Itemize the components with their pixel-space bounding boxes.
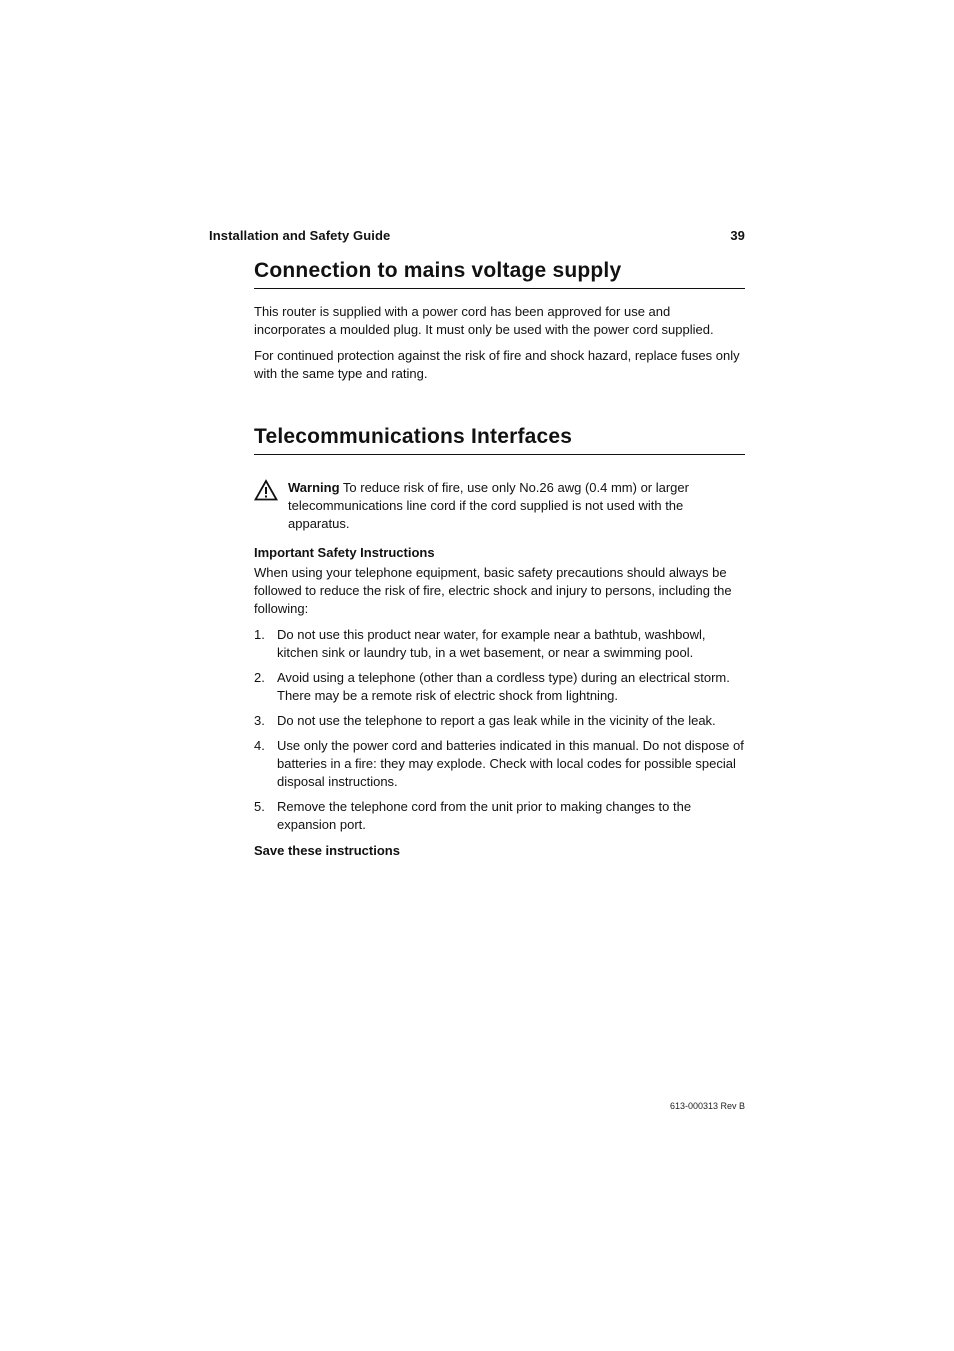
running-header <box>209 228 745 243</box>
guide-title: Installation and Safety Guide <box>209 228 391 243</box>
list-item-number: 5. <box>254 799 265 814</box>
list-item-number: 3. <box>254 713 265 728</box>
safety-intro: When using your telephone equipment, basic safety precautions should always be followed to reduce the risk of fire, electric shock and injury to persons, including the following: <box>254 565 732 616</box>
paragraph-power-cord: This router is supplied with a power cord has been approved for use and incorporates a moulded plug. It must only be used with the power cord supplied. <box>254 304 714 337</box>
safety-instructions-list <box>254 626 745 834</box>
section-title-telecom: Telecommunications Interfaces <box>254 425 745 455</box>
list-item-number: 1. <box>254 627 265 642</box>
warning-note <box>254 479 745 533</box>
page-number: 39 <box>730 228 745 243</box>
list-item-text: Do not use this product near water, for example near a bathtub, washbowl, kitchen sink or laundry tub, in a wet basement, or near a swimming pool. <box>277 627 706 660</box>
warning-triangle-icon <box>254 479 288 533</box>
section-telecom-interfaces <box>254 425 745 860</box>
list-item-text: Avoid using a telephone (other than a cordless type) during an electrical storm. There may be a remote risk of electric shock from lightning. <box>277 670 730 703</box>
list-item-text: Use only the power cord and batteries indicated in this manual. Do not dispose of batteries in a fire: they may explode. Check with local codes for possible special disposal instructions. <box>277 738 744 789</box>
paragraph-fuse-protection: For continued protection against the risk of fire and shock hazard, replace fuses only with the same type and rating. <box>254 348 740 381</box>
list-item-text: Do not use the telephone to report a gas leak while in the vicinity of the leak. <box>277 713 716 728</box>
list-item <box>254 626 745 662</box>
document-code: 613-000313 Rev B <box>669 1101 745 1111</box>
list-item <box>254 712 745 730</box>
list-item-number: 4. <box>254 738 265 753</box>
important-safety-heading: Important Safety Instructions <box>254 545 435 560</box>
warning-label: Warning <box>288 480 340 495</box>
list-item <box>254 798 745 834</box>
section-title-mains: Connection to mains voltage supply <box>254 259 745 289</box>
section-mains-voltage <box>254 259 745 383</box>
list-item <box>254 669 745 705</box>
save-instructions-note: Save these instructions <box>254 843 400 858</box>
warning-body: To reduce risk of fire, use only No.26 awg (0.4 mm) or larger telecommunications line cord if the cord supplied is not used with the apparatus. <box>288 480 689 531</box>
list-item <box>254 737 745 791</box>
list-item-text: Remove the telephone cord from the unit prior to making changes to the expansion port. <box>277 799 692 832</box>
warning-text <box>288 479 745 533</box>
list-item-number: 2. <box>254 670 265 685</box>
